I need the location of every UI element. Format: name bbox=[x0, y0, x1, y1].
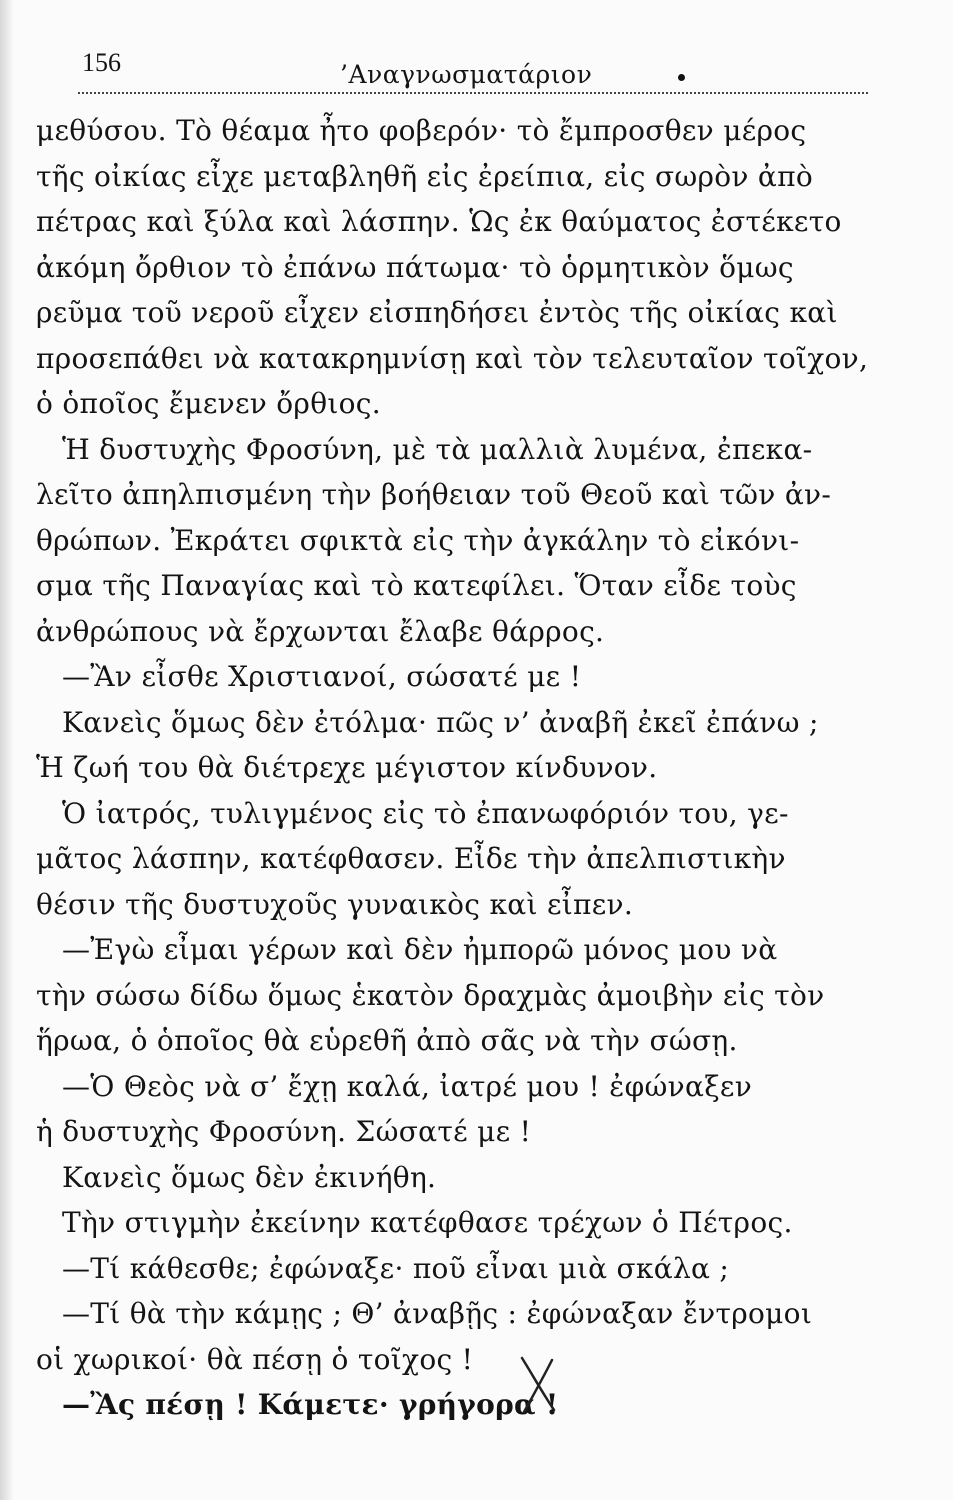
text-line: Ἡ δυστυχὴς Φροσύνη, μὲ τὰ μαλλιὰ λυμένα, ἐπεκα- bbox=[62, 432, 813, 466]
text-line: ἥρωα, ὁ ὁποῖος θὰ εὑρεθῆ ἀπὸ σᾶς νὰ τὴν σώσῃ. bbox=[36, 1024, 738, 1057]
text-line: ἀνθρώπους νὰ ἔρχωνται ἔλαβε θάρρος. bbox=[36, 614, 605, 648]
text-line: ἡ δυστυχὴς Φροσύνη. Σώσατέ με ! bbox=[36, 1115, 532, 1148]
text-line: πέτρας καὶ ξύλα καὶ λάσπην. Ὡς ἐκ θαύματος ἐστέκετο bbox=[36, 205, 842, 238]
text-line: —Ὁ Θεὸς νὰ σ’ ἔχῃ καλά, ἰατρέ μου ! ἐφώναξεν bbox=[62, 1069, 753, 1103]
text-line: —Ἂς πέσῃ ! Κάμετε· γρήγορα ! bbox=[62, 1388, 559, 1421]
page-number: 156 bbox=[82, 48, 121, 77]
text-line: ἀκόμη ὄρθιον τὸ ἐπάνω πάτωμα· τὸ ὁρμητικὸν ὅμως bbox=[36, 250, 794, 284]
text-line: Κανεὶς ὅμως δὲν ἐτόλμα· πῶς ν’ ἀναβῆ ἐκεῖ ἐπάνω ; bbox=[62, 705, 819, 739]
running-title: ’Αναγνωσματάριον bbox=[340, 60, 593, 89]
page-edge-shadow bbox=[0, 0, 14, 1500]
text-line: θέσιν τῆς δυστυχοῦς γυναικὸς καὶ εἶπεν. bbox=[36, 887, 634, 921]
header-dotted-rule bbox=[78, 92, 868, 94]
ink-spot bbox=[678, 74, 685, 81]
text-line: —Τί θὰ τὴν κάμῃς ; Θ’ ἀναβῇς : ἐφώναξαν ἔντρομοι bbox=[62, 1297, 813, 1330]
text-line: ὁ ὁποῖος ἔμενεν ὄρθιος. bbox=[36, 387, 381, 420]
text-line: οἱ χωρικοί· θὰ πέσῃ ὁ τοῖχος ! bbox=[36, 1342, 474, 1376]
text-line: λεῖτο ἀπηλπισμένη τὴν βοήθειαν τοῦ Θεοῦ καὶ τῶν ἀν- bbox=[36, 478, 832, 511]
text-line: θρώπων. Ἐκράτει σφικτὰ εἰς τὴν ἀγκάλην τὸ εἰκόνι- bbox=[36, 523, 800, 557]
pencil-x-mark bbox=[516, 1354, 560, 1414]
text-line: μᾶτος λάσπην, κατέφθασεν. Εἶδε τὴν ἀπελπιστικὴν bbox=[36, 842, 786, 875]
page-header bbox=[78, 44, 868, 94]
text-line: ρεῦμα τοῦ νεροῦ εἶχεν εἰσπηδήσει ἐντὸς τῆς οἰκίας καὶ bbox=[36, 296, 838, 329]
text-line: —Ἐγὼ εἶμαι γέρων καὶ δὲν ἠμπορῶ μόνος μου νὰ bbox=[62, 933, 778, 966]
text-line: προσεπάθει νὰ κατακρημνίσῃ καὶ τὸν τελευταῖον τοῖχον, bbox=[36, 341, 869, 375]
text-line: Κανεὶς ὅμως δὲν ἐκινήθη. bbox=[62, 1160, 437, 1194]
text-line: Ὁ ἰατρός, τυλιγμένος εἰς τὸ ἐπανωφόριόν του, γε- bbox=[62, 796, 789, 830]
text-line: —Ἂν εἶσθε Χριστιανοί, σώσατέ με ! bbox=[62, 660, 582, 693]
body-text bbox=[36, 108, 886, 1428]
text-line: σμα τῆς Παναγίας καὶ τὸ κατεφίλει. Ὅταν εἶδε τοὺς bbox=[36, 569, 797, 602]
text-line: τῆς οἰκίας εἶχε μεταβληθῆ εἰς ἐρείπια, εἰς σωρὸν ἀπὸ bbox=[36, 159, 813, 193]
text-line: —Τί κάθεσθε; ἐφώναξε· ποῦ εἶναι μιὰ σκάλα ; bbox=[62, 1251, 730, 1285]
text-line: Τὴν στιγμὴν ἐκείνην κατέφθασε τρέχων ὁ Πέτρος. bbox=[62, 1206, 793, 1239]
text-line: Ἡ ζωή του θὰ διέτρεχε μέγιστον κίνδυνον. bbox=[36, 751, 658, 784]
text-line: μεθύσου. Τὸ θέαμα ἦτο φοβερόν· τὸ ἔμπροσθεν μέρος bbox=[36, 114, 807, 147]
text-line: τὴν σώσω δίδω ὅμως ἑκατὸν δραχμὰς ἀμοιβὴν εἰς τὸν bbox=[36, 978, 825, 1012]
